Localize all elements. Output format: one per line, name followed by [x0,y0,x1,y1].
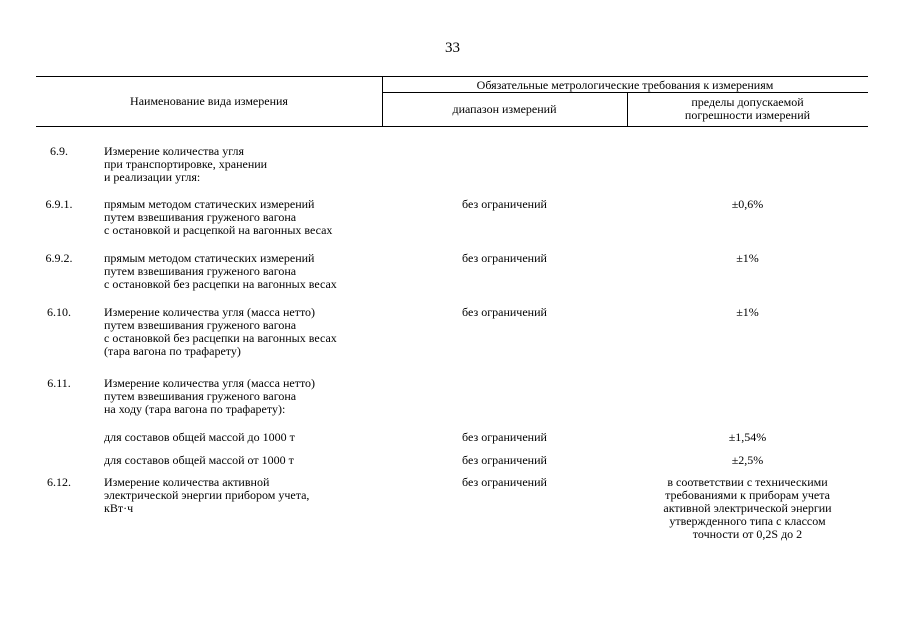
page-number: 33 [445,40,460,56]
row-error: ±1% [736,251,759,265]
table-top-rule [36,76,868,77]
header-requirements-group: Обязательные метрологические требования к измерениям [476,78,774,92]
row-range: без ограничений [462,251,547,265]
row-name: прямым методом статических измерений путем взвешивания груженого вагона с остановкой без расцепки на вагонных весах [104,251,337,291]
row-name: для составов общей массой от 1000 т [104,453,294,467]
row-error: ±0,6% [731,197,764,211]
row-name: Измерение количества угля (масса нетто) путем взвешивания груженого вагона на ходу (тара вагона по трафарету): [104,376,316,416]
row-range: без ограничений [462,305,547,319]
row-error: в соответствии с техническими требованиями к приборам учета активной электрической энергии утвержденного типа с классом точности от 0,2S до 2 [663,475,832,541]
row-name: Измерение количества угля (масса нетто) путем взвешивания груженого вагона с остановкой без расцепки на вагонных весах (тара вагона по трафарету) [104,305,337,358]
row-range: без ограничений [462,475,547,489]
header-name-column: Наименование вида измерения [130,94,288,108]
row-name: для составов общей массой до 1000 т [104,430,295,444]
row-number: 6.12. [47,475,71,489]
row-error: ±2,5% [731,453,764,467]
row-range: без ограничений [462,197,547,211]
header-error-column: пределы допускаемой погрешности измерений [684,95,811,122]
row-name: прямым методом статических измерений путем взвешивания груженого вагона с остановкой и расцепкой на вагонных весах [104,197,333,237]
row-number: 6.9. [50,144,68,158]
header-range-column: диапазон измерений [452,102,557,116]
row-range: без ограничений [462,453,547,467]
row-name: Измерение количества угля при транспортировке, хранении и реализации угля: [104,144,268,184]
row-number: 6.9.2. [45,251,73,265]
row-number: 6.9.1. [45,197,73,211]
row-number: 6.11. [47,376,71,390]
row-name: Измерение количества активной электрической энергии прибором учета, кВт·ч [104,475,310,515]
row-error: ±1% [736,305,759,319]
header-group-rule [382,92,868,93]
row-error: ±1,54% [728,430,767,444]
row-range: без ограничений [462,430,547,444]
row-number: 6.10. [47,305,71,319]
header-bottom-rule [36,126,868,127]
